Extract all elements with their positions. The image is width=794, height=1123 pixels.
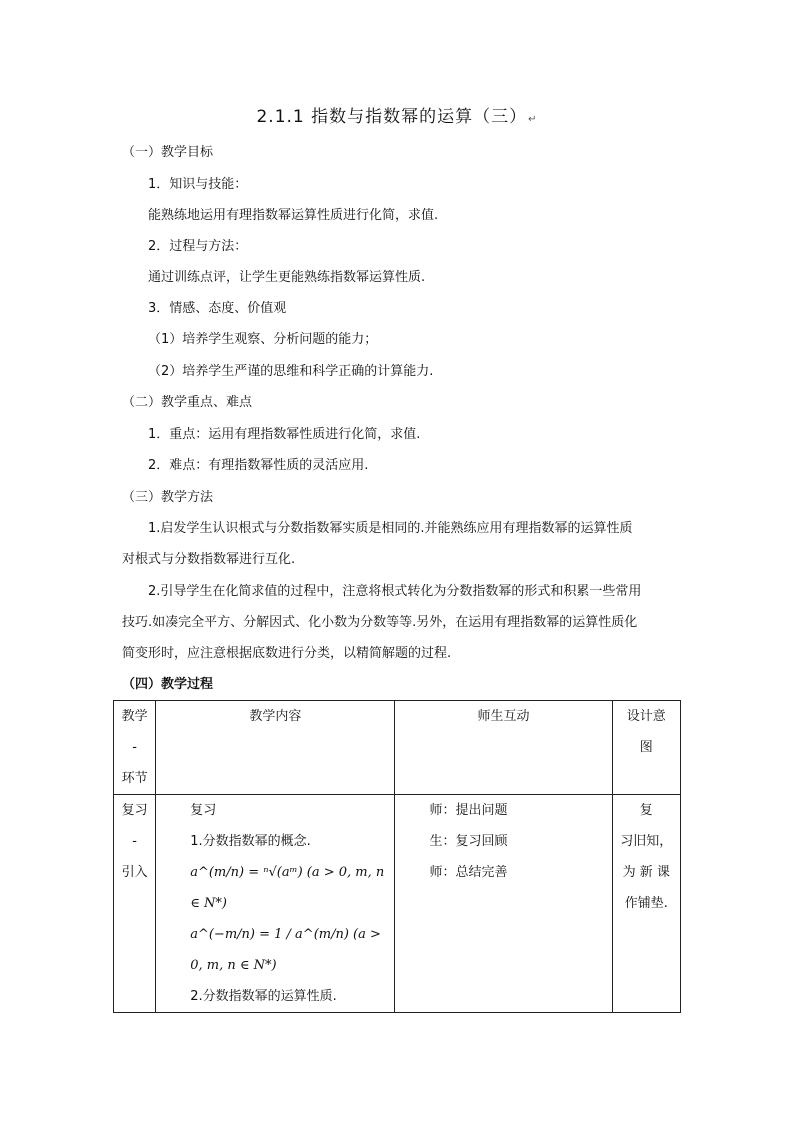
section1-heading bbox=[122, 143, 213, 163]
section1-item2-label bbox=[148, 237, 247, 257]
header-stage-line2: - bbox=[132, 740, 137, 755]
section1-item3-sub1 bbox=[148, 330, 377, 350]
para1-line1-text: 1.启发学生认识根式与分数指数幂实质是相同的.并能熟练应用有理指数幂的运算性质 bbox=[148, 521, 633, 536]
teaching-process-table bbox=[113, 700, 681, 1013]
content-cell bbox=[156, 795, 395, 1013]
item1-label-text: 1．知识与技能： bbox=[148, 177, 248, 192]
interaction-line2: 生：复习回顾 bbox=[429, 834, 508, 849]
content-title: 复习 bbox=[190, 803, 217, 818]
section1-item3-sub2 bbox=[148, 362, 433, 382]
section2-item1-text: 1．重点：运用有理指数幂性质进行化简，求值. bbox=[148, 427, 421, 442]
title-text: 2.1.1 指数与指数幂的运算（三） bbox=[256, 107, 528, 127]
section3-para2-line2 bbox=[122, 613, 637, 633]
content-item1: 1.分数指数幂的概念. bbox=[190, 834, 311, 849]
paragraph-mark: ↵ bbox=[528, 114, 538, 125]
design-cell bbox=[612, 795, 680, 1013]
section2-item1 bbox=[148, 425, 420, 445]
stage-line2: - bbox=[132, 834, 137, 849]
content-item2: 2.分数指数幂的运算性质. bbox=[190, 989, 337, 1004]
header-interaction-text: 师生互动 bbox=[477, 709, 530, 724]
item3-sub1-text: （1）培养学生观察、分析问题的能力； bbox=[148, 332, 378, 347]
header-design bbox=[612, 701, 680, 795]
stage-line3: 引入 bbox=[121, 865, 148, 880]
section1-item1-text bbox=[148, 206, 438, 226]
section3-heading bbox=[122, 488, 213, 508]
header-interaction bbox=[395, 701, 612, 795]
header-design-line2: 图 bbox=[639, 740, 653, 755]
table-row bbox=[114, 795, 681, 1013]
section2-heading-text: （二）教学重点、难点 bbox=[122, 395, 253, 410]
fraction-exponent-formula: a^(m/n) = ⁿ√(aᵐ) (a > 0, m, n ∈ N*) bbox=[190, 865, 385, 911]
item2-body-text: 通过训练点评，让学生更能熟练指数幂运算性质. bbox=[148, 270, 426, 285]
section3-para1-line1 bbox=[148, 519, 633, 539]
design-line3: 为 新 课 bbox=[622, 865, 670, 880]
design-line4: 作铺垫. bbox=[624, 896, 668, 911]
design-line2: 习旧知， bbox=[620, 834, 673, 849]
section3-para2-line1 bbox=[148, 582, 641, 602]
para2-line2-text: 技巧.如凑完全平方、分解因式、化小数为分数等等.另外，在运用有理指数幂的运算性质化 bbox=[122, 615, 638, 630]
interaction-cell bbox=[395, 795, 612, 1013]
section2-item2 bbox=[148, 456, 368, 476]
header-stage bbox=[114, 701, 156, 795]
section3-para2-line3 bbox=[122, 644, 451, 664]
stage-line1: 复习 bbox=[121, 803, 148, 818]
page-title bbox=[0, 107, 794, 130]
para2-line3-text: 简变形时，应注意根据底数进行分类，以精简解题的过程. bbox=[122, 646, 452, 661]
item1-body-text: 能熟练地运用有理指数幂运算性质进行化简，求值. bbox=[148, 208, 439, 223]
negative-fraction-exponent-formula: a^(−m/n) = 1 / a^(m/n) (a > 0, m, n ∈ N*) bbox=[190, 927, 381, 973]
item3-label-text: 3．情感、态度、价值观 bbox=[148, 301, 287, 316]
interaction-line1: 师：提出问题 bbox=[429, 803, 508, 818]
section4-heading-text: （四）教学过程 bbox=[122, 677, 214, 692]
header-content-text: 教学内容 bbox=[249, 709, 302, 724]
interaction-line3: 师：总结完善 bbox=[429, 865, 508, 880]
section3-heading-text: （三）教学方法 bbox=[122, 490, 214, 505]
item2-label-text: 2．过程与方法： bbox=[148, 239, 248, 254]
header-stage-line1: 教学 bbox=[121, 709, 148, 724]
para1-line2-text: 对根式与分数指数幂进行互化. bbox=[122, 552, 296, 567]
section3-para1-line2 bbox=[122, 550, 295, 570]
stage-cell bbox=[114, 795, 156, 1013]
section1-item3-label bbox=[148, 299, 286, 319]
section1-item2-text bbox=[148, 268, 425, 288]
item3-sub2-text: （2）培养学生严谨的思维和科学正确的计算能力. bbox=[148, 364, 434, 379]
section4-heading bbox=[122, 675, 213, 695]
section1-heading-text: （一）教学目标 bbox=[122, 145, 214, 160]
header-design-line1: 设计意 bbox=[626, 709, 666, 724]
design-line1: 复 bbox=[639, 803, 653, 818]
header-stage-line3: 环节 bbox=[121, 771, 148, 786]
header-content bbox=[156, 701, 395, 795]
section2-item2-text: 2．难点：有理指数幂性质的灵活应用. bbox=[148, 458, 369, 473]
section2-heading bbox=[122, 393, 252, 413]
para2-line1-text: 2.引导学生在化简求值的过程中，注意将根式转化为分数指数幂的形式和积累一些常用 bbox=[148, 584, 642, 599]
section1-item1-label bbox=[148, 175, 247, 195]
table-header-row bbox=[114, 701, 681, 795]
